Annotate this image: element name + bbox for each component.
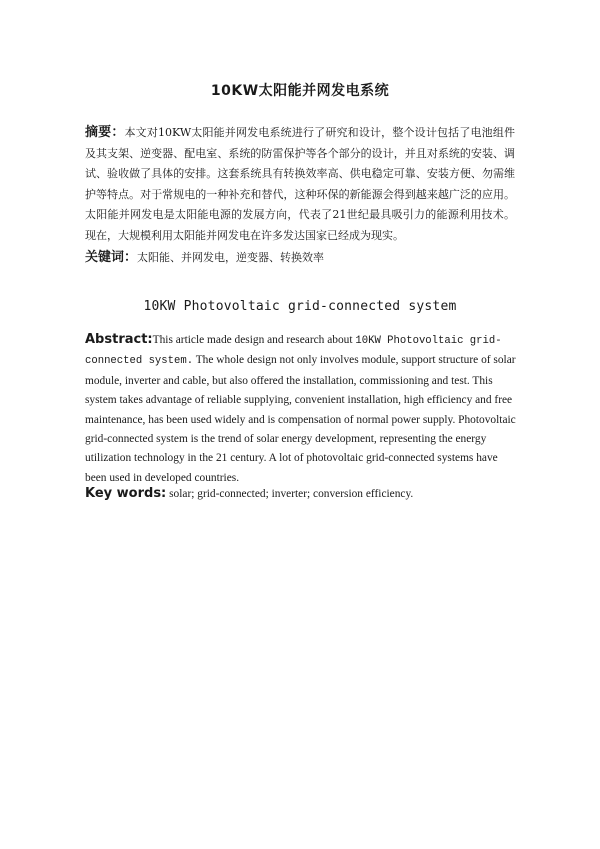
english-abstract xyxy=(85,330,517,488)
english-keywords-text: solar; grid-connected; inverter; conversion efficiency. xyxy=(166,488,414,500)
english-title: 10KW Photovoltaic grid-connected system xyxy=(143,299,457,314)
chinese-keywords-text: 太阳能、并网发电，逆变器、转换效率 xyxy=(137,251,325,264)
chinese-keywords xyxy=(85,248,515,268)
english-keywords xyxy=(85,484,517,504)
chinese-abstract-text: 本文对10KW太阳能并网发电系统进行了研究和设计，整个设计包括了电池组件及其支架、逆变器、配电室、系统的防雷保护等各个部分的设计，并且对系统的安装、调试、验收做了具体的安排。这套系统具有转换效率高、供电稳定可靠、安装方便、勿需维护等特点。对于常规电的一种补充和替代，这种环保的新能源会得到越来越广泛的应用。太阳能并网发电是太阳能电源的发展方向，代表了21世纪最具吸引力的能源利用技术。现在，大规模利用太阳能并网发电在许多发达国家已经成为现实。 xyxy=(85,126,515,242)
english-abstract-label: Abstract: xyxy=(85,332,153,347)
english-keywords-label: Key words: xyxy=(85,486,167,501)
chinese-abstract-label: 摘要： xyxy=(85,125,125,140)
english-abstract-text: The whole design not only involves module, support structure of solar module, inverter and cable, but also offered the installation, commissioning and test. This system takes advantage of reliable supplying, convenient installation, high efficiency and free maintenance, has been used widely and is compensation of normal power supply. Photovoltaic grid-connected system is the trend of solar energy development, representing the energy utilization technology in the 21 century. A lot of photovoltaic grid-connected systems have been used in developed countries. xyxy=(85,354,516,484)
chinese-abstract xyxy=(85,123,515,246)
chinese-keywords-label: 关键词： xyxy=(85,250,138,265)
english-abstract-intro: This article made design and research about xyxy=(152,334,356,346)
chinese-title: 10KW太阳能并网发电系统 xyxy=(210,83,390,99)
english-abstract-system-name: 10KW Photovoltaic grid-connected system. xyxy=(85,335,502,368)
